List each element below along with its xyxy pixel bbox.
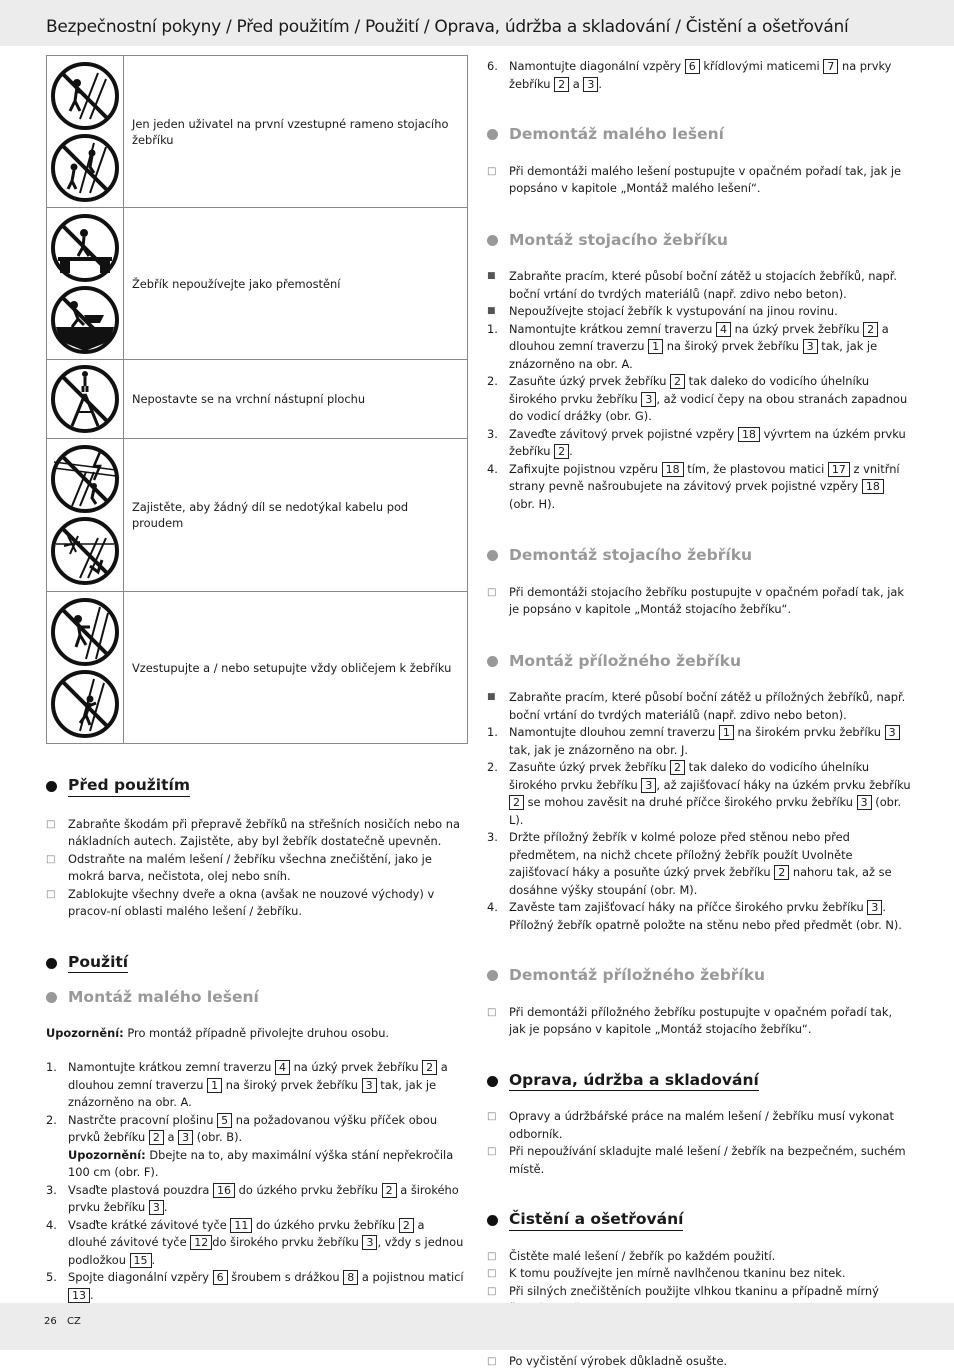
no-top-step-icon: [50, 364, 120, 434]
list-item: □ Při demontáži malého lešení postupujte v opačném pořadí tak, jak je popsáno v kapitole „Montáž malého lešení“.: [487, 163, 912, 198]
subsection-heading-montaz-stojaciho: Montáž stojacího žebříku: [487, 232, 912, 250]
list-item: □ Při demontáži příložného žebříku postupujte v opačném pořadí tak, jak je popsáno v kapitole „Montáž stojacího žebříku“.: [487, 1004, 912, 1039]
pictogram-row: [47, 592, 468, 744]
section-heading-oprava: Oprava, údržba a skladování: [487, 1072, 912, 1092]
bullet-dot-icon: [487, 129, 498, 140]
list-item: □ Odstraňte na malém lešení / žebříku všechna znečištění, jako je mokrá barva, nečistota, olej nebo sníh.: [46, 851, 466, 886]
list-item: ■ Zabraňte pracím, které působí boční zátěž u příložných žebříků, např. boční vrtání do tvrdých materiálů (např. zdivo nebo beton).: [487, 689, 912, 724]
no-power-line-icon: [50, 444, 120, 514]
step-item: 4. Zavěste tam zajišťovací háky na příčce širokého prvku žebříku 3 . Příložný žebřík opatrně položte na stěnu nebo před předmět (obr. N).: [487, 899, 912, 934]
face-ladder-icon: [50, 669, 120, 739]
pictogram-text: Vzestupujte a / nebo setupujte vždy obličejem k žebříku: [124, 592, 468, 744]
section-heading-pred-pouzitim: Před použitím: [46, 777, 466, 797]
pictogram-row: [47, 208, 468, 360]
list-item: □ Zabraňte škodám při přepravě žebříků na střešních nosičích nebo na nákladních autech. Zajistěte, aby byl žebřík dostatečně upevněn.: [46, 816, 466, 851]
bullet-dot-icon: [46, 992, 57, 1003]
page-number: 26: [44, 1316, 57, 1327]
checkbox-square-icon: □: [487, 1004, 509, 1039]
filled-square-icon: ■: [487, 689, 509, 724]
bullet-dot-icon: [487, 656, 498, 667]
list-item: □ Po vyčistění výrobek důkladně osušte.: [487, 1353, 912, 1370]
subsection-heading-demontaz-prilozneho: Demontáž příložného žebříku: [487, 967, 912, 985]
no-two-users-icon: [50, 133, 120, 203]
bullet-dot-icon: [487, 1076, 498, 1087]
bullet-dot-icon: [487, 550, 498, 561]
checkbox-square-icon: □: [487, 584, 509, 619]
step-item: 2. Nastrčte pracovní plošinu 5 na požadovanou výšku příček obou prvků žebříku 2 a 3 (obr. B). Upozornění: Dbejte na to, aby maximální výška stání nepřekročila 100 cm (obr. F).: [46, 1112, 466, 1182]
list-item: □ Při silných znečištěních použijte vlhkou tkaninu a případně mírný: [487, 1283, 912, 1318]
checkbox-square-icon: □: [46, 886, 68, 921]
checkbox-square-icon: □: [46, 816, 68, 851]
no-bridge-icon: [50, 213, 120, 283]
list-item: □ Čistěte malé lešení / žebřík po každém použití.: [487, 1248, 912, 1266]
pictogram-text: Zajistěte, aby žádný díl se nedotýkal kabelu pod proudem: [124, 439, 468, 592]
subsection-heading-montaz-prilozneho: Montáž příložného žebříku: [487, 653, 912, 671]
checkbox-square-icon: □: [487, 1108, 509, 1143]
pictogram-row: [47, 360, 468, 439]
bullet-dot-icon: [46, 958, 57, 969]
pictogram-row: [47, 56, 468, 208]
checkbox-square-icon: □: [487, 163, 509, 198]
checkbox-square-icon: □: [46, 851, 68, 886]
filled-square-icon: ■: [487, 268, 509, 303]
step-item: 1. Namontujte krátkou zemní traverzu 4 na úzký prvek žebříku 2 a dlouhou zemní traverzu 1 na široký prvek žebříku 3 tak, jak je znázorněno na obr. A.: [46, 1059, 466, 1112]
bullet-dot-icon: [46, 781, 57, 792]
step-item: 3. Zaveďte závitový prvek pojistné vzpěry 18 vývrtem na úzkém prvku žebříku 2 .: [487, 426, 912, 461]
no-wheelbarrow-icon: [50, 285, 120, 355]
pictogram-row: [47, 439, 468, 592]
step-item: 4. Zafixujte pojistnou vzpěru 18 tím, že plastovou matici 17 z vnitřní strany pevně našroubujete na závitový prvek pojistné vzpěry 18 (obr. H).: [487, 461, 912, 514]
no-cable-contact-icon: [50, 516, 120, 586]
page-header: [0, 0, 954, 46]
checkbox-square-icon: □: [487, 1265, 509, 1283]
step-item: 6. Namontujte diagonální vzpěry 6 křídlovými maticemi 7 na prvky žebříku 2 a 3 .: [487, 58, 912, 93]
page-title: Bezpečnostní pokyny / Před použitím / Použití / Oprava, údržba a skladování / Čistění a ošetřování: [46, 17, 848, 37]
step-item: 4. Vsaďte krátké závitové tyče 11 do úzkého prvku žebříku 2 a dlouhé závitové tyče 12 do širokého prvku žebříku 3 , vždy s jednou podložkou 15 .: [46, 1217, 466, 1270]
checkbox-square-icon: □: [487, 1143, 509, 1178]
pictogram-text: Nepostavte se na vrchní nástupní plochu: [124, 360, 468, 439]
subsection-heading-demontaz-maleho: Demontáž malého lešení: [487, 126, 912, 144]
pictogram-text: Žebřík nepoužívejte jako přemostění: [124, 208, 468, 360]
list-item: □ Zablokujte všechny dveře a okna (avšak ne nouzové východy) v pracov-ní oblasti malého lešení / žebříku.: [46, 886, 466, 921]
step-item: 2. Zasuňte úzký prvek žebříku 2 tak daleko do vodicího úhelníku širokého prvku žebříku 3 , až vodicí čepy na obou stranách zapadnou do vodicí drážky (obr. G).: [487, 373, 912, 426]
note-paragraph: Upozornění: Pro montáž případně přivolejte druhou osobu.: [46, 1025, 466, 1043]
left-column: [46, 55, 466, 1304]
step-item: 2. Zasuňte úzký prvek žebříku 2 tak daleko do vodicího úhelníku širokého prvku žebříku 3 , až zajišťovací háky na úzkém prvku žebříku 2 se mohou zavěsit na druhé příčce širokého prvku žebříku 3 (obr. L).: [487, 759, 912, 829]
list-item: □ Při demontáži stojacího žebříku postupujte v opačném pořadí tak, jak je popsáno v kapitole „Montáž stojacího žebříku“.: [487, 584, 912, 619]
list-item: ■ Nepoužívejte stojací žebřík k vystupování na jinou rovinu.: [487, 303, 912, 321]
section-heading-cisteni: Čistění a ošetřování: [487, 1211, 912, 1231]
no-climb-icon: [50, 61, 120, 131]
bullet-dot-icon: [487, 1215, 498, 1226]
subsection-heading-montaz-maleho-leseni: Montáž malého lešení: [46, 989, 466, 1007]
checkbox-square-icon: □: [487, 1248, 509, 1266]
right-column: [487, 58, 912, 1370]
pictogram-text: Jen jeden uživatel na první vzestupné rameno stojacího žebříku: [124, 56, 468, 208]
no-backward-climb-icon: [50, 597, 120, 667]
step-item: 5. Spojte diagonální vzpěry 6 šroubem s drážkou 8 a pojistnou maticí 13 .: [46, 1269, 466, 1304]
bullet-dot-icon: [487, 970, 498, 981]
list-item: □ K tomu používejte jen mírně navlhčenou tkaninu bez nitek.: [487, 1265, 912, 1283]
filled-square-icon: ■: [487, 303, 509, 321]
list-item: □ Opravy a údržbářské práce na malém lešení / žebříku musí vykonat odborník.: [487, 1108, 912, 1143]
list-item: □ Při nepoužívání skladujte malé lešení / žebřík na bezpečném, suchém místě.: [487, 1143, 912, 1178]
step-item: 1. Namontujte krátkou zemní traverzu 4 na úzký prvek žebříku 2 a dlouhou zemní traverzu 1 na široký prvek žebříku 3 tak, jak je znázorněno na obr. A.: [487, 321, 912, 374]
safety-pictogram-table: [46, 55, 468, 744]
checkbox-square-icon: □: [487, 1353, 509, 1370]
list-item: ■ Zabraňte pracím, které působí boční zátěž u stojacích žebříků, např. boční vrtání do tvrdých materiálů (např. zdivo nebo beton).: [487, 268, 912, 303]
language-code: CZ: [67, 1316, 81, 1327]
step-item: 1. Namontujte dlouhou zemní traverzu 1 na širokém prvku žebříku 3 tak, jak je znázorněno na obr. J.: [487, 724, 912, 759]
page-footer: [0, 1303, 954, 1350]
bullet-dot-icon: [487, 235, 498, 246]
step-item: 3. Držte příložný žebřík v kolmé poloze před stěnou nebo před předmětem, na nichž chcete příložný žebřík použít Uvolněte zajišťovací háky a posuňte úzký prvek žebříku 2 nahoru tak, až se dosáhne výšky stoupání (obr. M).: [487, 829, 912, 899]
checkbox-square-icon: □: [487, 1283, 509, 1318]
section-heading-pouziti: Použití: [46, 954, 466, 974]
subsection-heading-demontaz-stojaciho: Demontáž stojacího žebříku: [487, 547, 912, 565]
step-item: 3. Vsaďte plastová pouzdra 16 do úzkého prvku žebříku 2 a širokého prvku žebříku 3 .: [46, 1182, 466, 1217]
